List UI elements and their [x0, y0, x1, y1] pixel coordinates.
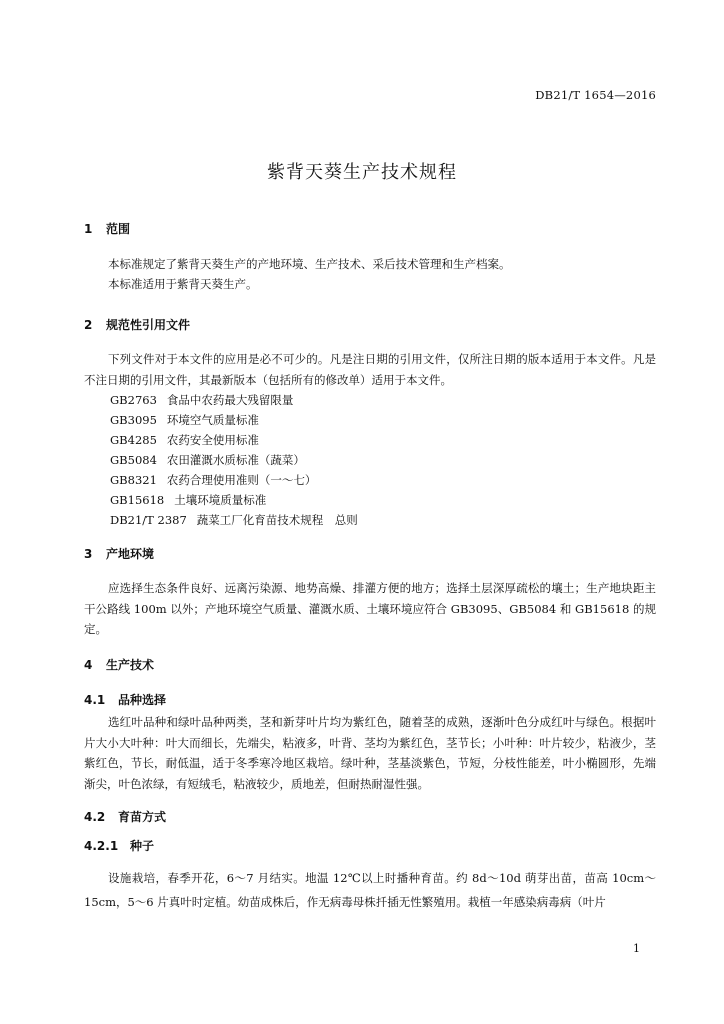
paragraph: 设施栽培，春季开花，6～7 月结实。地温 12℃以上时播种育苗。约 8d～10d 萌芽出苗，苗高 10cm～15cm，5～6 片真叶时定植。幼苗成株后，作无病毒母株扦插无性繁殖用。栽植一年感染病毒病（叶片	[84, 871, 656, 909]
paragraph: 本标准规定了紫背天葵生产的产地环境、生产技术、采后技术管理和生产档案。	[108, 257, 511, 271]
section-number: 2	[84, 318, 93, 332]
reference-code: GB3095	[110, 413, 157, 427]
reference-item	[110, 430, 259, 451]
paragraph: 应选择生态条件良好、远离污染源、地势高燥、排灌方便的地方；选择土层深厚疏松的壤土；生产地块距主干公路线 100m 以外；产地环境空气质量、灌溉水质、土壤环境应符合 GB3095、GB5084 和 GB15618 的规定。	[84, 581, 656, 636]
paragraph: 下列文件对于本文件的应用是必不可少的。凡是注日期的引用文件，仅所注日期的版本适用于本文件。凡是不注日期的引用文件，其最新版本（包括所有的修改单）适用于本文件。	[84, 352, 656, 387]
section-title: 育苗方式	[118, 810, 167, 824]
subsection-4-1-heading	[84, 691, 166, 708]
page-number: 1	[633, 942, 640, 955]
section-3-heading	[84, 545, 154, 562]
page-title: 紫背天葵生产技术规程	[267, 162, 457, 183]
section-2-heading	[84, 316, 190, 333]
reference-code: GB5084	[110, 453, 157, 467]
reference-name: 农药合理使用准则（一～七）	[166, 473, 317, 487]
reference-name: 农田灌溉水质标准（蔬菜）	[166, 453, 305, 467]
reference-item	[110, 390, 293, 411]
document-id: DB21/T 1654—2016	[535, 88, 656, 102]
section-title: 产地环境	[106, 547, 155, 561]
reference-code: GB8321	[110, 473, 157, 487]
reference-name: 农药安全使用标准	[166, 433, 259, 447]
section-number: 4.2.1	[84, 839, 119, 853]
reference-item	[110, 470, 316, 491]
section-4-heading	[84, 656, 154, 673]
reference-name: 食品中农药最大残留限量	[166, 393, 294, 407]
reference-code: GB2763	[110, 393, 157, 407]
section-number: 3	[84, 547, 93, 561]
section-title: 范围	[106, 222, 131, 236]
reference-item	[110, 510, 358, 531]
reference-code: DB21/T 2387	[110, 513, 187, 527]
subsection-4-2-heading	[84, 808, 166, 825]
section-number: 1	[84, 222, 93, 236]
reference-name: 环境空气质量标准	[166, 413, 259, 427]
reference-code: GB4285	[110, 433, 157, 447]
section-title: 种子	[130, 839, 155, 853]
reference-item	[110, 410, 259, 431]
section-number: 4.2	[84, 810, 106, 824]
section-title: 规范性引用文件	[106, 318, 191, 332]
paragraph: 本标准适用于紫背天葵生产。	[108, 277, 258, 291]
section-1-heading	[84, 220, 130, 237]
reference-code: GB15618	[110, 493, 165, 507]
section-title: 品种选择	[118, 693, 167, 707]
section-number: 4	[84, 658, 93, 672]
section-title: 生产技术	[106, 658, 155, 672]
reference-item	[110, 450, 305, 471]
section-number: 4.1	[84, 693, 106, 707]
subsection-4-2-1-heading	[84, 837, 154, 854]
paragraph: 选红叶品种和绿叶品种两类，茎和新芽叶片均为紫红色，随着茎的成熟，逐渐叶色分成红叶与绿色。根据叶片大小大叶种：叶大而细长，先端尖，粘液多，叶背、茎均为紫红色，茎节长；小叶种：叶片较少，粘液少，茎紫红色，节长，耐低温，适于冬季寒冷地区栽培。绿叶种，茎基淡紫色，节短，分枝性能差，叶小椭圆形，先端渐尖，叶色浓绿，有短绒毛，粘液较少，质地差，但耐热耐湿性强。	[84, 715, 656, 791]
reference-name: 土壤环境质量标准	[174, 493, 267, 507]
reference-item	[110, 490, 266, 511]
reference-name: 蔬菜工厂化育苗技术规程 总则	[196, 513, 358, 527]
